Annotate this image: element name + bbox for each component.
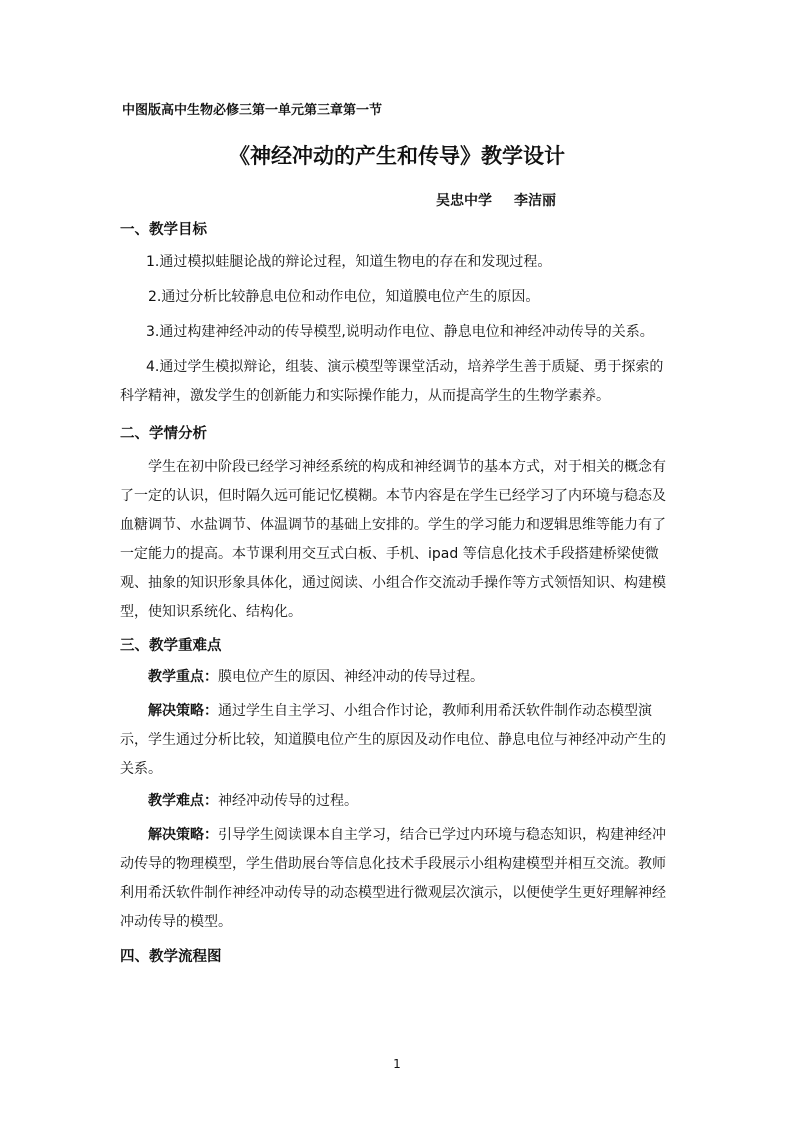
- page-number: 1: [393, 1057, 401, 1071]
- strategy1-text: 通过学生自主学习、小组合作讨论，教师利用希沃软件制作动态模型演示，学生通过分析比较，知道膜电位产生的原因及动作电位、静息电位与神经冲动产生的关系。: [120, 703, 666, 777]
- difficulty-label: 教学难点：: [148, 793, 218, 809]
- goal-item-3: 3.通过构建神经冲动的传导模型,说明动作电位、静息电位和神经冲动传导的关系。: [146, 324, 654, 340]
- difficulty-paragraph: [120, 787, 675, 816]
- section-heading-goals: 一、教学目标: [120, 222, 207, 238]
- difficulty-text: 神经冲动传导的过程。: [218, 793, 358, 809]
- section-heading-flow: 四、教学流程图: [120, 949, 222, 965]
- author-line: [436, 190, 556, 210]
- author-name: 李洁丽: [514, 193, 556, 209]
- strategy-paragraph-1: [120, 697, 675, 784]
- goal-item-1: 1.通过模拟蛙腿论战的辩论过程，知道生物电的存在和发现过程。: [146, 254, 552, 270]
- strategy2-text: 引导学生阅读课本自主学习，结合已学过内环境与稳态知识，构建神经冲动传导的物理模型，学生借助展台等信息化技术手段展示小组构建模型并相互交流。教师利用希沃软件制作神经冲动传导的动态模型进行微观层次演示，以便使学生更好理解神经冲动传导的模型。: [120, 827, 666, 930]
- section-heading-analysis: 二、学情分析: [120, 426, 207, 442]
- document-title: 《神经冲动的产生和传导》教学设计: [229, 144, 565, 168]
- course-header: 中图版高中生物必修三第一单元第三章第一节: [122, 103, 383, 118]
- focus-paragraph: [120, 663, 675, 692]
- strategy2-label: 解决策略：: [148, 827, 218, 843]
- author-school: 吴忠中学: [436, 193, 492, 209]
- focus-label: 教学重点：: [148, 669, 218, 685]
- focus-text: 膜电位产生的原因、神经冲动的传导过程。: [218, 669, 484, 685]
- strategy1-label: 解决策略：: [148, 703, 218, 719]
- strategy-paragraph-2: [120, 821, 675, 937]
- analysis-paragraph: 学生在初中阶段已经学习神经系统的构成和神经调节的基本方式，对于相关的概念有了一定的认识，但时隔久远可能记忆模糊。本节内容是在学生已经学习了内环境与稳态及血糖调节、水盐调节、体温调节的基础上安排的。学生的学习能力和逻辑思维等能力有了一定能力的提高。本节课利用交互式白板、手机、ipad 等信息化技术手段搭建桥梁使微观、抽象的知识形象具体化，通过阅读、小组合作交流动手操作等方式领悟知识、构建模型，使知识系统化、结构化。: [120, 459, 666, 620]
- goal-item-2: 2.通过分析比较静息电位和动作电位，知道膜电位产生的原因。: [148, 289, 540, 305]
- section-heading-keypoints: 三、教学重难点: [120, 638, 222, 654]
- goal-item-4: 4.通过学生模拟辩论，组装、演示模型等课堂活动，培养学生善于质疑、勇于探索的科学精神，激发学生的创新能力和实际操作能力，从而提高学生的生物学素养。: [120, 359, 664, 404]
